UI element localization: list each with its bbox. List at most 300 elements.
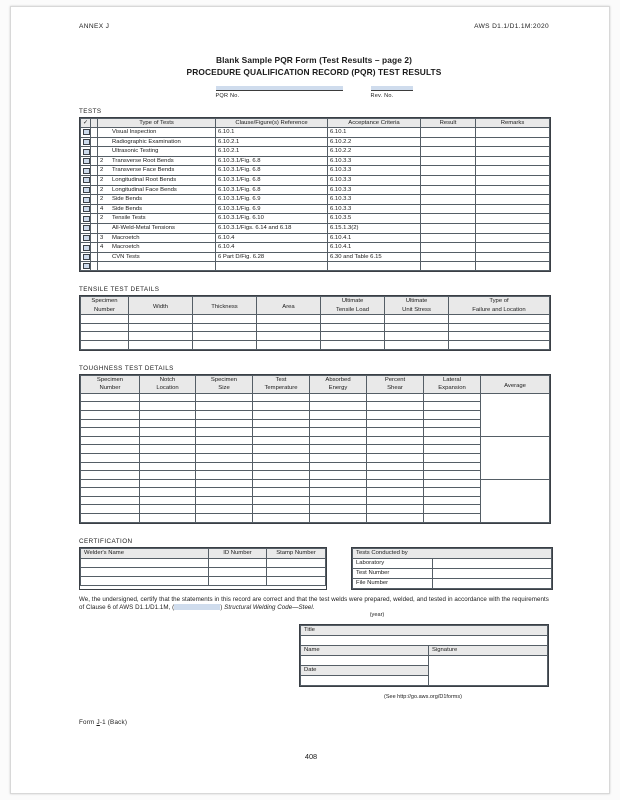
test-result-cell[interactable] [421, 176, 476, 186]
checkbox-icon[interactable] [83, 216, 90, 222]
test-quantity: 2 [100, 177, 104, 184]
test-remarks-cell[interactable] [476, 262, 550, 271]
toughness-cell-5[interactable] [367, 479, 424, 488]
toughness-cell-1[interactable] [140, 419, 196, 428]
toughness-cell-1[interactable] [140, 436, 196, 445]
test-gap-cell [91, 243, 98, 253]
tests-acceptance-header: Acceptance Criteria [328, 118, 421, 128]
test-gap-cell [91, 137, 98, 147]
tests-table-row [81, 195, 550, 205]
toughness-cell-5[interactable] [367, 514, 424, 523]
toughness-header-0: Specimen Number [81, 375, 140, 393]
test-gap-cell [91, 185, 98, 195]
toughness-cell-5[interactable] [367, 462, 424, 471]
toughness-cell-6[interactable] [424, 445, 481, 454]
checkbox-icon[interactable] [83, 177, 90, 183]
toughness-cell-4[interactable] [310, 419, 367, 428]
tensile-cell-5[interactable] [385, 323, 449, 332]
toughness-cell-3[interactable] [253, 496, 310, 505]
toughness-cell-3[interactable] [253, 471, 310, 480]
welder-table [80, 548, 326, 586]
toughness-table [80, 375, 550, 523]
tensile-header-6: Type of Failure and Location [449, 297, 550, 315]
checkbox-icon[interactable] [83, 197, 90, 203]
tensile-header-row [81, 297, 550, 315]
toughness-table-row [81, 479, 550, 488]
toughness-cell-6[interactable] [424, 393, 481, 402]
test-remarks-cell[interactable] [476, 224, 550, 234]
toughness-cell-4[interactable] [310, 453, 367, 462]
test-checkbox-cell[interactable] [81, 166, 91, 176]
toughness-cell-1[interactable] [140, 479, 196, 488]
toughness-cell-2[interactable] [196, 419, 253, 428]
page-title: PROCEDURE QUALIFICATION RECORD (PQR) TEST RESULTS [186, 67, 442, 77]
test-result-cell[interactable] [421, 128, 476, 138]
toughness-body [81, 393, 550, 522]
tensile-cell-4[interactable] [321, 332, 385, 341]
tensile-header-3: Area [257, 297, 321, 315]
toughness-cell-1[interactable] [140, 462, 196, 471]
test-remarks-cell[interactable] [476, 214, 550, 224]
tests-gap-header [91, 118, 98, 128]
pqr-number-input[interactable] [216, 86, 343, 91]
test-type-label: Macroetch [112, 244, 140, 251]
toughness-header-row [81, 375, 550, 393]
toughness-cell-2[interactable] [196, 410, 253, 419]
toughness-cell-5[interactable] [367, 505, 424, 514]
toughness-cell-5[interactable] [367, 436, 424, 445]
test-type-cell [98, 156, 216, 166]
conducted-table-row [353, 578, 552, 588]
toughness-cell-0[interactable] [81, 488, 140, 497]
toughness-cell-4[interactable] [310, 436, 367, 445]
welder-cell-2[interactable] [267, 558, 326, 567]
toughness-cell-4[interactable] [310, 402, 367, 411]
toughness-cell-6[interactable] [424, 496, 481, 505]
test-result-cell[interactable] [421, 137, 476, 147]
tensile-header-1: Width [129, 297, 193, 315]
test-result-cell[interactable] [421, 224, 476, 234]
test-checkbox-cell[interactable] [81, 243, 91, 253]
tensile-cell-1[interactable] [129, 315, 193, 324]
toughness-cell-2[interactable] [196, 505, 253, 514]
test-remarks-cell[interactable] [476, 185, 550, 195]
toughness-cell-0[interactable] [81, 471, 140, 480]
form-suffix: -1 (Back) [99, 719, 128, 726]
test-clause-cell: 6.10.3.1/Fig. 6.9 [216, 195, 328, 205]
test-clause-cell [216, 262, 328, 271]
toughness-header-5: Percent Shear [367, 375, 424, 393]
test-checkbox-cell[interactable] [81, 137, 91, 147]
toughness-cell-1[interactable] [140, 410, 196, 419]
signature-name-input[interactable] [301, 656, 429, 666]
tensile-cell-4[interactable] [321, 315, 385, 324]
toughness-cell-2[interactable] [196, 402, 253, 411]
test-result-cell[interactable] [421, 166, 476, 176]
toughness-cell-4[interactable] [310, 471, 367, 480]
tests-table-row [81, 166, 550, 176]
toughness-cell-6[interactable] [424, 488, 481, 497]
welder-cell-0[interactable] [81, 576, 209, 585]
checkbox-icon[interactable] [83, 254, 90, 260]
test-checkbox-cell[interactable] [81, 262, 91, 271]
toughness-cell-6[interactable] [424, 419, 481, 428]
tests-section-label: TESTS [79, 107, 102, 115]
test-checkbox-cell[interactable] [81, 233, 91, 243]
test-type-label: Transverse Root Bends [112, 157, 174, 164]
checkbox-icon[interactable] [83, 263, 90, 269]
toughness-cell-2[interactable] [196, 393, 253, 402]
tensile-cell-1[interactable] [129, 340, 193, 349]
tensile-cell-0[interactable] [81, 315, 129, 324]
tensile-cell-5[interactable] [385, 315, 449, 324]
toughness-cell-1[interactable] [140, 402, 196, 411]
toughness-cell-6[interactable] [424, 514, 481, 523]
rev-number-input[interactable] [371, 86, 413, 91]
toughness-cell-1[interactable] [140, 453, 196, 462]
toughness-cell-3[interactable] [253, 393, 310, 402]
welder-cell-2[interactable] [267, 576, 326, 585]
signature-date-input[interactable] [301, 676, 429, 686]
tensile-cell-2[interactable] [193, 323, 257, 332]
tensile-header-0: Specimen Number [81, 297, 129, 315]
test-checkbox-cell[interactable] [81, 176, 91, 186]
toughness-cell-1[interactable] [140, 514, 196, 523]
toughness-cell-0[interactable] [81, 436, 140, 445]
toughness-cell-6[interactable] [424, 410, 481, 419]
toughness-cell-3[interactable] [253, 419, 310, 428]
checkbox-icon[interactable] [83, 245, 90, 251]
test-checkbox-cell[interactable] [81, 204, 91, 214]
test-type-label: Radiographic Examination [112, 138, 181, 145]
test-acceptance-cell: 6.10.3.5 [328, 214, 421, 224]
test-result-cell[interactable] [421, 204, 476, 214]
test-result-cell[interactable] [421, 156, 476, 166]
test-checkbox-cell[interactable] [81, 128, 91, 138]
toughness-cell-1[interactable] [140, 393, 196, 402]
test-clause-cell: 6.10.4 [216, 243, 328, 253]
toughness-cell-0[interactable] [81, 402, 140, 411]
test-result-cell[interactable] [421, 262, 476, 271]
toughness-cell-1[interactable] [140, 496, 196, 505]
test-checkbox-cell[interactable] [81, 252, 91, 262]
test-quantity: 4 [100, 244, 104, 251]
toughness-cell-2[interactable] [196, 514, 253, 523]
toughness-cell-6[interactable] [424, 402, 481, 411]
welder-cell-2[interactable] [267, 567, 326, 576]
toughness-cell-2[interactable] [196, 462, 253, 471]
toughness-cell-0[interactable] [81, 496, 140, 505]
tensile-cell-0[interactable] [81, 323, 129, 332]
conducted-label-cell: File Number [353, 578, 433, 588]
tensile-cell-2[interactable] [193, 332, 257, 341]
tensile-cell-3[interactable] [257, 315, 321, 324]
test-remarks-cell[interactable] [476, 252, 550, 262]
welder-table-frame [79, 547, 327, 590]
toughness-cell-0[interactable] [81, 514, 140, 523]
signature-name-label: Name [301, 645, 429, 656]
checkbox-icon[interactable] [83, 206, 90, 212]
test-remarks-cell[interactable] [476, 176, 550, 186]
tensile-table [80, 296, 550, 350]
checkbox-icon[interactable] [83, 129, 90, 135]
welder-cell-0[interactable] [81, 558, 209, 567]
toughness-cell-6[interactable] [424, 453, 481, 462]
test-acceptance-cell: 6.10.4.1 [328, 233, 421, 243]
test-remarks-cell[interactable] [476, 243, 550, 253]
tensile-table-frame [79, 295, 551, 351]
test-type-cell [98, 128, 216, 138]
toughness-cell-0[interactable] [81, 505, 140, 514]
test-quantity: 2 [100, 157, 104, 164]
toughness-cell-1[interactable] [140, 505, 196, 514]
toughness-cell-1[interactable] [140, 445, 196, 454]
signature-signature-input[interactable] [429, 656, 548, 686]
toughness-cell-0[interactable] [81, 479, 140, 488]
test-remarks-cell[interactable] [476, 166, 550, 176]
tensile-cell-6[interactable] [449, 332, 550, 341]
toughness-cell-0[interactable] [81, 410, 140, 419]
tensile-cell-2[interactable] [193, 315, 257, 324]
tensile-cell-5[interactable] [385, 332, 449, 341]
toughness-cell-0[interactable] [81, 428, 140, 437]
test-gap-cell [91, 252, 98, 262]
toughness-cell-0[interactable] [81, 462, 140, 471]
test-checkbox-cell[interactable] [81, 214, 91, 224]
toughness-cell-2[interactable] [196, 496, 253, 505]
tests-table-row [81, 262, 550, 271]
toughness-cell-3[interactable] [253, 488, 310, 497]
toughness-cell-4[interactable] [310, 410, 367, 419]
toughness-cell-6[interactable] [424, 436, 481, 445]
checkbox-icon[interactable] [83, 158, 90, 164]
tensile-cell-4[interactable] [321, 323, 385, 332]
toughness-cell-5[interactable] [367, 402, 424, 411]
toughness-cell-5[interactable] [367, 453, 424, 462]
test-type-cell [98, 214, 216, 224]
toughness-cell-4[interactable] [310, 445, 367, 454]
test-checkbox-cell[interactable] [81, 156, 91, 166]
tensile-cell-0[interactable] [81, 332, 129, 341]
test-result-cell[interactable] [421, 233, 476, 243]
welder-table-row [81, 576, 326, 585]
toughness-cell-2[interactable] [196, 428, 253, 437]
test-result-cell[interactable] [421, 252, 476, 262]
checkbox-icon[interactable] [83, 187, 90, 193]
toughness-cell-4[interactable] [310, 462, 367, 471]
test-remarks-cell[interactable] [476, 156, 550, 166]
conducted-table-frame [351, 547, 553, 590]
test-type-cell [98, 243, 216, 253]
toughness-table-row [81, 445, 550, 454]
checkbox-icon[interactable] [83, 149, 90, 155]
toughness-cell-0[interactable] [81, 453, 140, 462]
toughness-cell-0[interactable] [81, 445, 140, 454]
tensile-cell-2[interactable] [193, 340, 257, 349]
toughness-average-cell[interactable] [481, 479, 550, 522]
test-clause-cell: 6.10.3.1/Fig. 6.9 [216, 204, 328, 214]
conducted-value-cell[interactable] [433, 558, 552, 568]
test-result-cell[interactable] [421, 147, 476, 157]
toughness-cell-4[interactable] [310, 505, 367, 514]
test-quantity: 2 [100, 186, 104, 193]
toughness-section-label: TOUGHNESS TEST DETAILS [79, 364, 174, 372]
tensile-table-row [81, 315, 550, 324]
toughness-cell-2[interactable] [196, 453, 253, 462]
test-remarks-cell[interactable] [476, 128, 550, 138]
toughness-cell-6[interactable] [424, 505, 481, 514]
test-type-cell [98, 185, 216, 195]
welder-header-row [81, 548, 326, 558]
tensile-cell-6[interactable] [449, 340, 550, 349]
welder-cell-1[interactable] [209, 567, 267, 576]
toughness-cell-4[interactable] [310, 428, 367, 437]
toughness-table-row [81, 488, 550, 497]
toughness-cell-2[interactable] [196, 488, 253, 497]
toughness-cell-4[interactable] [310, 514, 367, 523]
test-remarks-cell[interactable] [476, 147, 550, 157]
test-type-label: CVN Tests [112, 253, 140, 260]
toughness-cell-0[interactable] [81, 393, 140, 402]
checkbox-icon[interactable] [83, 168, 90, 174]
toughness-cell-3[interactable] [253, 436, 310, 445]
toughness-table-row [81, 462, 550, 471]
welder-body [81, 558, 326, 585]
signature-title-label: Title [301, 625, 548, 636]
toughness-average-cell[interactable] [481, 436, 550, 479]
tensile-cell-3[interactable] [257, 332, 321, 341]
toughness-cell-6[interactable] [424, 471, 481, 480]
tensile-cell-1[interactable] [129, 323, 193, 332]
toughness-average-cell[interactable] [481, 393, 550, 436]
tests-header-row [81, 118, 550, 128]
test-gap-cell [91, 224, 98, 234]
toughness-cell-5[interactable] [367, 445, 424, 454]
toughness-cell-2[interactable] [196, 479, 253, 488]
tensile-cell-3[interactable] [257, 340, 321, 349]
conducted-value-cell[interactable] [433, 578, 552, 588]
toughness-cell-5[interactable] [367, 428, 424, 437]
test-result-cell[interactable] [421, 243, 476, 253]
toughness-cell-5[interactable] [367, 410, 424, 419]
toughness-cell-6[interactable] [424, 462, 481, 471]
tensile-cell-4[interactable] [321, 340, 385, 349]
toughness-table-row [81, 453, 550, 462]
test-checkbox-cell[interactable] [81, 147, 91, 157]
test-gap-cell [91, 147, 98, 157]
toughness-cell-4[interactable] [310, 488, 367, 497]
forms-link-note: (See http://go.aws.org/D1forms) [384, 693, 462, 700]
toughness-cell-5[interactable] [367, 496, 424, 505]
welder-cell-1[interactable] [209, 558, 267, 567]
test-clause-cell: 6.10.4 [216, 233, 328, 243]
test-clause-cell: 6 Part D/Fig. 6.28 [216, 252, 328, 262]
toughness-cell-4[interactable] [310, 496, 367, 505]
toughness-cell-3[interactable] [253, 402, 310, 411]
test-acceptance-cell [328, 262, 421, 271]
toughness-cell-2[interactable] [196, 445, 253, 454]
toughness-cell-2[interactable] [196, 436, 253, 445]
test-quantity: 3 [100, 234, 104, 241]
test-remarks-cell[interactable] [476, 137, 550, 147]
toughness-cell-1[interactable] [140, 471, 196, 480]
test-acceptance-cell: 6.10.3.3 [328, 176, 421, 186]
signature-table-frame [299, 624, 549, 687]
tensile-cell-3[interactable] [257, 323, 321, 332]
test-clause-cell: 6.10.3.1/Fig. 6.8 [216, 185, 328, 195]
tests-check-header: ✓ [81, 118, 91, 128]
toughness-table-row [81, 514, 550, 523]
tests-table-row [81, 147, 550, 157]
toughness-cell-3[interactable] [253, 479, 310, 488]
welder-header-2: Stamp Number [267, 548, 326, 558]
toughness-cell-6[interactable] [424, 428, 481, 437]
test-checkbox-cell[interactable] [81, 195, 91, 205]
checkbox-icon[interactable] [83, 139, 90, 145]
test-type-cell [98, 262, 216, 271]
toughness-cell-6[interactable] [424, 479, 481, 488]
toughness-cell-3[interactable] [253, 505, 310, 514]
test-result-cell[interactable] [421, 214, 476, 224]
toughness-cell-3[interactable] [253, 462, 310, 471]
tensile-cell-6[interactable] [449, 315, 550, 324]
test-checkbox-cell[interactable] [81, 185, 91, 195]
toughness-cell-5[interactable] [367, 393, 424, 402]
test-type-cell [98, 233, 216, 243]
toughness-cell-5[interactable] [367, 488, 424, 497]
tensile-table-row [81, 340, 550, 349]
tensile-cell-1[interactable] [129, 332, 193, 341]
page-number: 408 [304, 752, 318, 761]
tensile-cell-5[interactable] [385, 340, 449, 349]
welder-header-0: Welder's Name [81, 548, 209, 558]
toughness-table-row [81, 436, 550, 445]
toughness-cell-4[interactable] [310, 393, 367, 402]
signature-title-input[interactable] [301, 636, 548, 646]
test-remarks-cell[interactable] [476, 204, 550, 214]
tensile-header-2: Thickness [193, 297, 257, 315]
toughness-cell-2[interactable] [196, 471, 253, 480]
checkbox-icon[interactable] [83, 235, 90, 241]
welder-cell-1[interactable] [209, 576, 267, 585]
toughness-cell-1[interactable] [140, 488, 196, 497]
toughness-cell-1[interactable] [140, 428, 196, 437]
toughness-cell-5[interactable] [367, 471, 424, 480]
tests-table-row [81, 252, 550, 262]
test-result-cell[interactable] [421, 185, 476, 195]
conducted-value-cell[interactable] [433, 568, 552, 578]
test-remarks-cell[interactable] [476, 233, 550, 243]
welder-cell-0[interactable] [81, 567, 209, 576]
toughness-cell-0[interactable] [81, 419, 140, 428]
toughness-cell-3[interactable] [253, 445, 310, 454]
year-input[interactable] [174, 604, 220, 610]
toughness-cell-5[interactable] [367, 419, 424, 428]
toughness-cell-3[interactable] [253, 453, 310, 462]
toughness-cell-3[interactable] [253, 514, 310, 523]
test-result-cell[interactable] [421, 195, 476, 205]
toughness-cell-4[interactable] [310, 479, 367, 488]
test-checkbox-cell[interactable] [81, 224, 91, 234]
pqr-number-label: PQR No. [215, 92, 240, 99]
checkbox-icon[interactable] [83, 225, 90, 231]
conducted-body [353, 558, 552, 588]
toughness-cell-3[interactable] [253, 428, 310, 437]
tensile-cell-0[interactable] [81, 340, 129, 349]
toughness-cell-3[interactable] [253, 410, 310, 419]
tensile-cell-6[interactable] [449, 323, 550, 332]
test-remarks-cell[interactable] [476, 195, 550, 205]
